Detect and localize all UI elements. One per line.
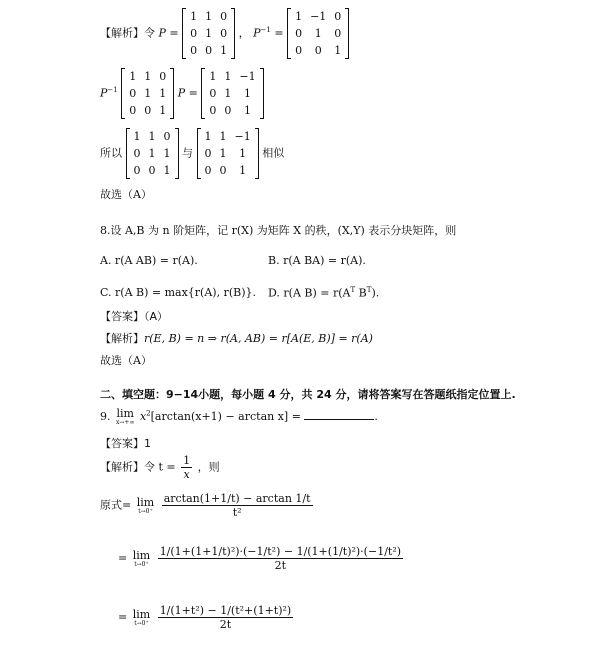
matrix-cell: 1 — [159, 104, 167, 117]
q8-opt-d — [268, 286, 379, 300]
matrix-cell: −1 — [234, 130, 251, 143]
opt-d-sup1: T — [350, 286, 356, 294]
choice-line-2 — [100, 352, 152, 368]
let-text: 令 — [144, 26, 155, 40]
matrix-cell: 1 — [314, 27, 322, 40]
matrix-cell: 0 — [144, 104, 152, 117]
choice-text: 故选（A） — [100, 354, 152, 367]
matrix-cell: 0 — [295, 27, 303, 40]
matrix-a — [121, 68, 174, 119]
limit — [133, 609, 150, 627]
matrix-p — [182, 8, 235, 59]
pinv-var: P — [100, 86, 108, 100]
matrix-cell: 0 — [133, 164, 141, 177]
matrix-cell: 1 — [205, 27, 213, 40]
matrix-cell: 0 — [334, 10, 342, 23]
matrix-cell: 0 — [159, 70, 167, 83]
q8-opt-c — [100, 286, 256, 299]
deriv-line-1 — [100, 492, 315, 519]
matrix-cell: 1 — [163, 147, 171, 160]
matrix-cell: 1 — [204, 130, 212, 143]
analysis-label: 【解析】 — [100, 332, 144, 345]
matrix-row — [291, 25, 345, 42]
matrix-cell: 0 — [190, 27, 198, 40]
matrix-cell: 0 — [224, 104, 232, 117]
lim-sub: t→0⁺ — [134, 619, 149, 627]
matrix-b — [201, 68, 263, 119]
matrix-cell: 1 — [224, 87, 232, 100]
eq: = — [169, 26, 179, 40]
p-var: P — [177, 86, 186, 100]
limit — [137, 497, 154, 515]
matrix-cell: 0 — [129, 87, 137, 100]
q8-stem — [100, 222, 456, 238]
matrix-row — [186, 42, 231, 59]
matrix-a — [126, 128, 179, 179]
let-t: 令 t = — [144, 460, 176, 474]
matrix-cell: 0 — [219, 164, 227, 177]
deriv-line-2 — [118, 545, 405, 572]
matrix-row — [205, 68, 259, 85]
opt-c-text: C. r(A B) = max{r(A), r(B)}. — [100, 286, 256, 299]
opt-a-text: A. r(A AB) = r(A). — [100, 254, 198, 267]
frac-num: 1/(1+(1+1/t)²)·(−1/t²) − 1/(1+(1/t)²)·(−1/t²) — [159, 545, 402, 558]
q8-stem-text: 8.设 A,B 为 n 阶矩阵，记 r(X) 为矩阵 X 的秩，(X,Y) 表示分块矩阵，则 — [100, 224, 457, 237]
matrix-cell: 1 — [209, 70, 217, 83]
matrix-cell: 1 — [295, 10, 303, 23]
matrix-cell: 1 — [133, 130, 141, 143]
answer-text: 【答案】1 — [100, 437, 151, 450]
matrix-cell: 1 — [220, 44, 228, 57]
matrix-cell: 1 — [148, 147, 156, 160]
matrix-row — [205, 102, 259, 119]
lim-sub: t→0⁺ — [138, 507, 153, 515]
matrix-cell: 1 — [190, 10, 198, 23]
deriv-frac-3 — [158, 604, 294, 631]
frac-1-over-x — [181, 454, 192, 481]
matrix-cell: 0 — [163, 130, 171, 143]
matrix-cell: −1 — [239, 70, 256, 83]
matrix-row — [186, 25, 231, 42]
pinv-sup: −1 — [107, 85, 118, 94]
matrix-cell: 0 — [220, 10, 228, 23]
matrix-cell: 0 — [133, 147, 141, 160]
q8-analysis — [100, 330, 373, 346]
matrix-cell: 0 — [209, 104, 217, 117]
section-heading — [100, 386, 516, 402]
matrix-b — [197, 128, 259, 179]
matrix-cell: 0 — [209, 87, 217, 100]
matrix-row — [130, 145, 175, 162]
choice-text: 故选（A） — [100, 188, 152, 201]
frac-num: 1/(1+t²) − 1/(t²+(1+t)²) — [159, 604, 292, 617]
lim-word: lim — [132, 548, 151, 562]
eq: = — [274, 26, 284, 40]
frac-den: 2t — [274, 559, 287, 572]
frac-den: 2t — [219, 618, 232, 631]
opt-d-mid: B — [355, 286, 367, 300]
lim-word: lim — [132, 607, 151, 621]
matrix-cell: 1 — [243, 104, 251, 117]
matrix-cell: 1 — [205, 10, 213, 23]
q9-stem — [100, 408, 378, 426]
q9-num: 9. — [100, 410, 111, 423]
matrix-cell: 0 — [314, 44, 322, 57]
opt-d-post: ). — [371, 286, 380, 300]
x-var: x — [139, 410, 147, 423]
matrix-cell: 1 — [144, 87, 152, 100]
p-var: P — [158, 26, 166, 40]
q8-answer — [100, 308, 168, 324]
analysis-label: 【解析】 — [100, 26, 144, 40]
matrix-row — [201, 128, 255, 145]
mid: 与 — [182, 146, 193, 160]
then-text: ，则 — [197, 460, 220, 474]
opt-d-sup2: T — [366, 286, 372, 294]
prefix: 所以 — [100, 146, 122, 160]
limit — [133, 550, 150, 568]
deriv-frac-1 — [162, 492, 313, 519]
matrix-row — [125, 68, 170, 85]
matrix-cell: 0 — [334, 27, 342, 40]
lim-word: lim — [116, 407, 134, 420]
eq: = — [118, 610, 128, 624]
matrix-row — [201, 145, 255, 162]
answer-blank — [304, 409, 374, 420]
answer-text: 【答案】（A） — [100, 310, 169, 323]
suffix: 相似 — [262, 146, 285, 160]
matrix-cell: 0 — [148, 164, 156, 177]
x-sup: 2 — [146, 409, 151, 418]
matrix-cell: 0 — [190, 44, 198, 57]
matrix-cell: 0 — [204, 147, 212, 160]
q9-answer — [100, 435, 151, 451]
matrix-cell: 1 — [148, 130, 156, 143]
frac-den: x — [183, 468, 190, 481]
eq: = — [122, 498, 132, 512]
matrix-cell: 1 — [334, 44, 342, 57]
matrix-pinv — [287, 8, 349, 59]
matrix-row — [186, 8, 231, 25]
matrix-cell: 0 — [220, 27, 228, 40]
frac-num: arctan(1+1/t) − arctan 1/t — [163, 492, 311, 505]
q8-opt-a — [100, 254, 198, 267]
eq: = — [118, 551, 128, 565]
matrix-row — [130, 162, 175, 179]
matrix-row — [130, 128, 175, 145]
matrix-cell: 1 — [163, 164, 171, 177]
matrix-row — [205, 85, 259, 102]
matrix-row — [291, 42, 345, 59]
analysis-body: r(E, B) = n ⇒ r(A, AB) = r[A(E, B)] = r(A) — [144, 332, 373, 345]
opt-d-pre: D. r(A B) = r(A — [268, 286, 351, 300]
choice-line-1 — [100, 186, 152, 202]
matrix-row — [201, 162, 255, 179]
deriv-frac-2 — [158, 545, 403, 572]
lim-sub: x→+∞ — [116, 419, 135, 426]
lim-sub: t→0⁺ — [134, 560, 149, 568]
matrix-cell: 1 — [129, 70, 137, 83]
matrix-row — [291, 8, 345, 25]
lim-word: lim — [136, 495, 155, 509]
limit — [116, 408, 134, 426]
analysis-label: 【解析】 — [100, 460, 144, 474]
matrix-cell: 1 — [224, 70, 232, 83]
q9-expr: [arctan(x+1) − arctan x] = — [150, 410, 301, 423]
section-heading-text: 二、填空题：9−14小题，每小题 4 分，共 24 分，请将答案写在答题纸指定位置上. — [100, 388, 516, 401]
frac-num: 1 — [183, 454, 191, 467]
similar-line — [100, 128, 284, 179]
matrix-cell: 1 — [239, 164, 247, 177]
matrix-cell: 1 — [239, 147, 247, 160]
matrix-row — [125, 102, 170, 119]
q8-opt-b — [268, 254, 366, 267]
matrix-cell: 0 — [129, 104, 137, 117]
pinv-sup: −1 — [260, 25, 271, 34]
matrix-cell: 1 — [243, 87, 251, 100]
matrix-cell: 0 — [295, 44, 303, 57]
matrix-cell: 1 — [144, 70, 152, 83]
matrix-cell: 1 — [219, 130, 227, 143]
matrix-row — [125, 85, 170, 102]
deriv-line-3 — [118, 604, 295, 631]
matrix-cell: 1 — [219, 147, 227, 160]
opt-b-text: B. r(A BA) = r(A). — [268, 254, 366, 267]
pinv-var: P — [253, 26, 261, 40]
end-dot: . — [374, 410, 378, 423]
yuanshi: 原式 — [100, 498, 122, 512]
q9-analysis — [100, 454, 220, 481]
analysis-line-2 — [100, 68, 264, 119]
comma: ， — [238, 26, 250, 40]
matrix-cell: 0 — [204, 164, 212, 177]
matrix-cell: −1 — [310, 10, 327, 23]
matrix-cell: 0 — [205, 44, 213, 57]
analysis-line-1 — [100, 8, 349, 59]
matrix-cell: 1 — [159, 87, 167, 100]
eq: = — [188, 86, 198, 100]
frac-den: t² — [232, 506, 242, 519]
